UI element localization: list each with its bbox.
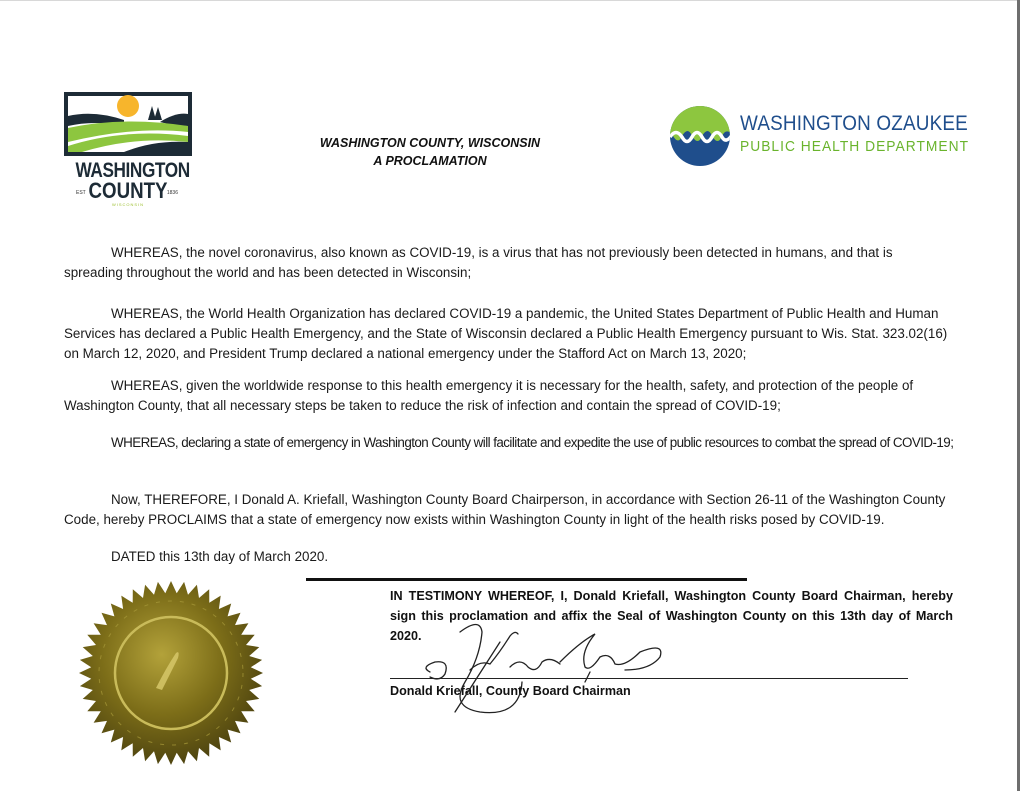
whereas-paragraph-4: WHEREAS, declaring a state of emergency in Washington County will facilitate and expedite the use of public resources to combat the spread of COVID-19; [111,435,954,450]
health-department-logo [668,104,978,168]
health-logo-name: WASHINGTON OZAUKEE [740,112,968,135]
county-seal-icon [76,578,266,768]
wave-circle-icon [668,104,732,168]
county-logo-line2: COUNTY [88,178,168,203]
testimony-text: IN TESTIMONY WHEREOF, I, Donald Kriefall, Washington County Board Chairman, hereby sign this proclamation and affix the Seal of Washington County on this 13th day of March 2020. [390,589,953,643]
whereas-paragraph-3: WHEREAS, given the worldwide response to this health emergency it is necessary for the health, safety, and protection of the people of Washington County, that all necessary steps be taken to reduce the risk of infection and contain the spread of COVID-19; [64,378,914,413]
county-logo-line1: WASHINGTON [75,159,190,182]
testimony-rule [306,578,747,581]
health-logo-department: PUBLIC HEALTH DEPARTMENT [740,138,970,155]
washington-county-logo [64,92,192,207]
county-logo-state: WISCONSIN [111,202,145,207]
therefore-paragraph: Now, THEREFORE, I Donald A. Kriefall, Washington County Board Chairperson, in accordance with Section 26-11 of the Washington County Code, hereby PROCLAIMS that a state of emergency now exists within Washington County in light of the health risks posed by COVID-19. [64,492,946,527]
page-top-edge [0,0,1020,1]
signer-name: Donald Kriefall, County Board Chairman [390,684,631,698]
title-line2: A PROCLAMATION [373,154,487,168]
whereas-paragraph-2: WHEREAS, the World Health Organization has declared COVID-19 a pandemic, the United States Department of Public Health and Human Services has declared a Public Health Emergency, and the State of Wisconsin declared a Public Health Emergency pursuant to Wis. Stat. 323.02(16) on March 12, 2020, and President Trump declared a national emergency under the Stafford Act on March 13, 2020; [64,306,948,361]
county-landscape-icon [64,92,192,156]
dated-line: DATED this 13th day of March 2020. [111,549,329,564]
title-line1: WASHINGTON COUNTY, WISCONSIN [319,136,541,150]
whereas-paragraph-1: WHEREAS, the novel coronavirus, also known as COVID-19, is a virus that has not previously been detected in humans, and that is spreading throughout the world and has been detected in Wisconsin; [64,245,893,280]
county-logo-est: EST [76,190,86,196]
signature-line [390,678,908,679]
county-logo-year: 1836 [166,190,178,196]
page-right-edge [1017,0,1020,791]
page-title [300,134,560,170]
